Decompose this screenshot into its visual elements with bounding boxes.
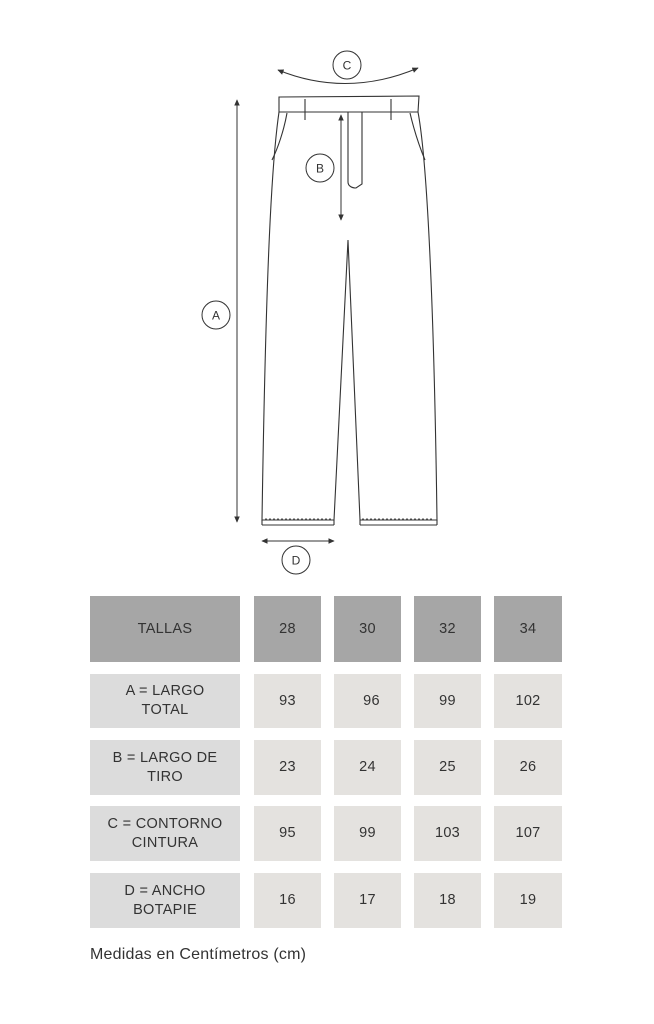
- value-cell: [414, 674, 481, 728]
- header-label: TALLAS: [137, 620, 193, 637]
- measure-a-label: A: [211, 308, 221, 323]
- value-cell: [334, 674, 401, 728]
- header-size-cell: [254, 596, 321, 662]
- measure-b-badge: [306, 154, 334, 182]
- measure-d-badge: [282, 546, 310, 574]
- value-cell: [494, 806, 562, 861]
- header-size-cell: [414, 596, 481, 662]
- measure-c-label: C: [342, 58, 352, 73]
- header-size-cell: [494, 596, 562, 662]
- measure-c-badge: [333, 51, 361, 79]
- value-cell: [494, 740, 562, 795]
- value-cell: [254, 740, 321, 795]
- value-cell: [254, 873, 321, 928]
- row-label-cell: [90, 806, 240, 861]
- value: 103: [434, 825, 461, 841]
- value: 99: [439, 692, 456, 709]
- value: 107: [515, 825, 541, 841]
- units-note: Medidas en Centímetros (cm): [90, 946, 307, 963]
- value-cell: [334, 806, 401, 861]
- value-cell: [494, 674, 562, 728]
- value: 93: [279, 692, 296, 709]
- pants-outline: [262, 96, 437, 525]
- value: 25: [439, 759, 456, 775]
- value: 16: [279, 892, 296, 908]
- row-label-line2: BOTAPIE: [133, 901, 197, 918]
- row-label-line1: B = LARGO DE: [112, 749, 218, 766]
- value: 26: [519, 759, 537, 775]
- header-label-cell: [90, 596, 240, 662]
- value: 19: [519, 892, 537, 908]
- value-cell: [334, 873, 401, 928]
- value: 99: [359, 825, 376, 841]
- row-label-line2: TOTAL: [141, 702, 189, 718]
- value-cell: [254, 806, 321, 861]
- value-cell: [254, 674, 321, 728]
- value: 23: [279, 759, 296, 775]
- measure-d-label: D: [291, 553, 301, 568]
- row-label-line2: TIRO: [147, 768, 183, 785]
- header-size: 30: [359, 620, 376, 637]
- value: 102: [515, 692, 541, 709]
- measure-a-badge: [202, 301, 230, 329]
- value: 17: [359, 892, 376, 908]
- measure-b-label: B: [315, 161, 325, 176]
- value-cell: [414, 873, 481, 928]
- header-size-cell: [334, 596, 401, 662]
- value: 24: [359, 759, 376, 775]
- value-cell: [414, 740, 481, 795]
- row-label-cell: [90, 674, 240, 728]
- header-size: 28: [279, 620, 296, 637]
- header-size: 34: [519, 620, 537, 637]
- row-label-line1: C = CONTORNO: [107, 815, 223, 832]
- row-label-cell: [90, 873, 240, 928]
- header-size: 32: [439, 620, 456, 637]
- row-label-line2: CINTURA: [131, 834, 199, 851]
- row-label-line1: A = LARGO: [125, 683, 205, 699]
- value: 18: [439, 892, 456, 908]
- value-cell: [494, 873, 562, 928]
- value: 96: [363, 692, 380, 709]
- value-cell: [414, 806, 481, 861]
- row-label-line1: D = ANCHO: [124, 882, 206, 899]
- value-cell: [334, 740, 401, 795]
- row-label-cell: [90, 740, 240, 795]
- value: 95: [279, 825, 296, 841]
